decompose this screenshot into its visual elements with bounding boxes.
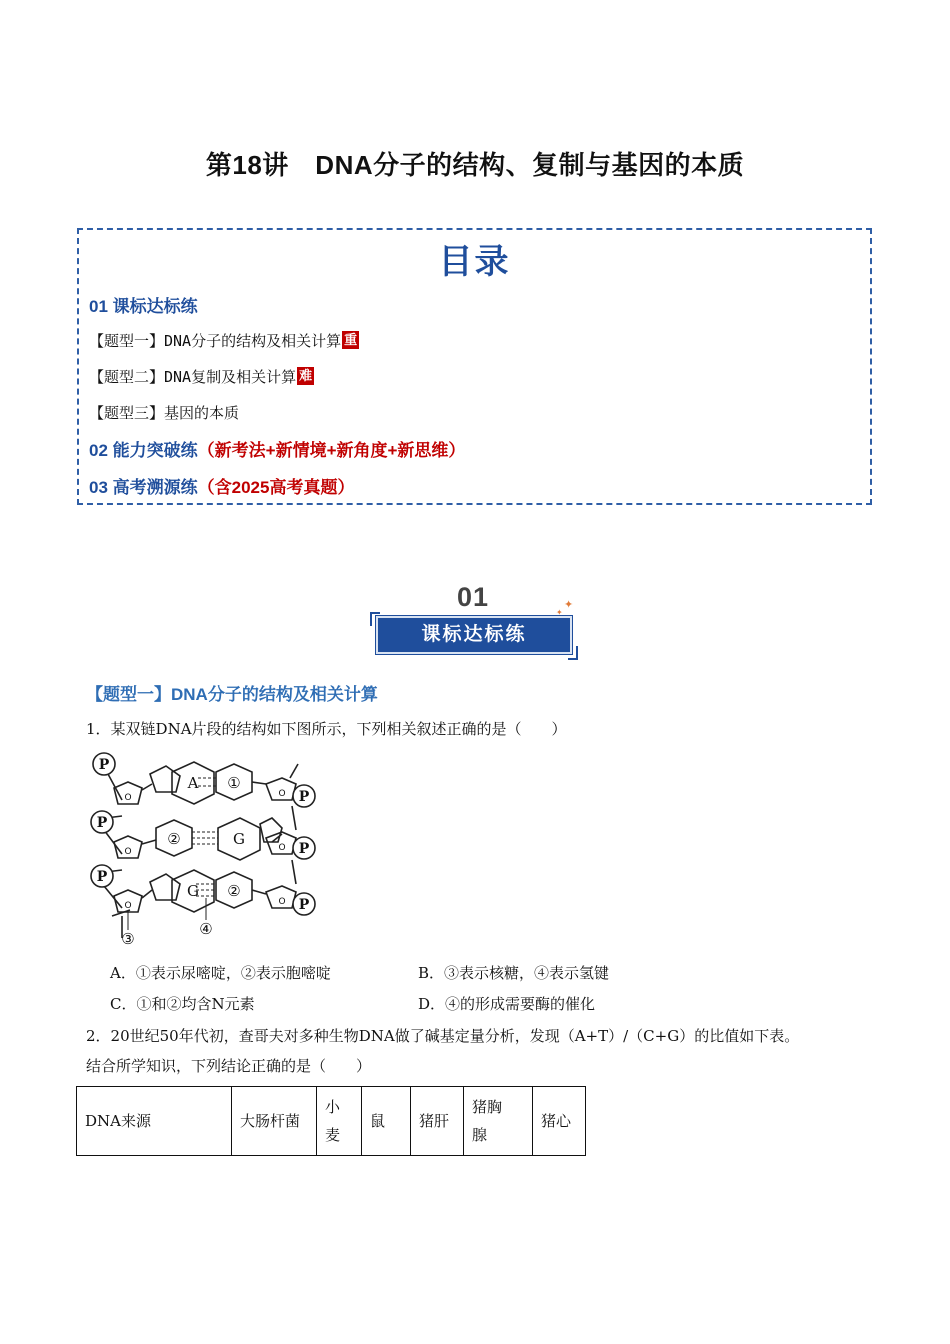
question-1-option-c[interactable]: C．①和②均含N元素 [110, 995, 255, 1013]
base-label-2: ② [167, 830, 181, 848]
svg-text:O: O [124, 901, 132, 911]
table-cell-text: 猪胸腺 [472, 1098, 503, 1144]
difficult-badge: 难 [299, 368, 313, 383]
toc-item-3-label: 【题型三】基因的本质 [89, 404, 240, 422]
question-2-stem-line-1: 2．20世纪50年代初，查哥夫对多种生物DNA做了碱基定量分析，发现（A+T）/（C+G）的比值如下表。 [86, 1027, 800, 1045]
base-label-g: G [233, 830, 245, 848]
table-cell: 猪心 [533, 1087, 586, 1156]
phosphate-label: P [98, 757, 110, 773]
section-label: 课标达标练 [421, 624, 527, 645]
toc-item-2[interactable] [89, 366, 314, 387]
phosphate-label: P [298, 897, 310, 913]
label-4: ④ [199, 920, 213, 938]
phosphate-label: P [298, 841, 310, 857]
base-label-g: G [187, 882, 199, 900]
table-of-contents [77, 228, 872, 505]
toc-section-3-note: （含2025高考真题） [197, 478, 355, 497]
svg-text:O: O [278, 843, 286, 853]
phosphate-label: P [298, 789, 310, 805]
table-cell: 大肠杆菌 [232, 1087, 317, 1156]
base-ratio-table [76, 1086, 586, 1156]
question-1-option-b[interactable]: B．③表示核糖，④表示氢键 [418, 964, 610, 982]
page-title: 第18讲 DNA分子的结构、复制与基因的本质 [205, 150, 745, 180]
table-cell-text: 小麦 [325, 1098, 341, 1144]
table-cell [317, 1087, 362, 1156]
question-type-heading: 【题型一】DNA分子的结构及相关计算 [86, 685, 378, 704]
section-banner [368, 582, 582, 662]
phosphate-label: P [96, 815, 108, 831]
question-1-stem: 1．某双链DNA片段的结构如下图所示，下列相关叙述正确的是（ ） [86, 720, 567, 738]
svg-text:O: O [278, 789, 286, 799]
phosphate-label: P [96, 869, 108, 885]
svg-text:O: O [278, 897, 286, 907]
table-cell [464, 1087, 533, 1156]
table-cell: DNA来源 [77, 1087, 232, 1156]
base-label-1: ① [227, 774, 241, 792]
toc-section-2[interactable] [89, 436, 465, 461]
base-label-2: ② [227, 882, 241, 900]
table-cell: 鼠 [362, 1087, 411, 1156]
toc-section-3-label: 03 高考溯源练 [89, 478, 198, 497]
toc-section-1[interactable]: 01 课标达标练 [89, 297, 198, 316]
toc-item-2-label: 【题型二】DNA复制及相关计算 [89, 368, 297, 386]
section-number: 01 [456, 582, 490, 612]
label-3: ③ [121, 930, 135, 948]
table-row [77, 1087, 586, 1156]
base-label-a: A [187, 774, 199, 792]
toc-item-3[interactable] [89, 402, 239, 423]
question-1-option-a[interactable]: A．①表示尿嘧啶，②表示胞嘧啶 [110, 964, 331, 982]
dna-structure-diagram [86, 748, 326, 948]
toc-heading: 目录 [438, 243, 511, 281]
sparkle-icon-small: ✦ [556, 608, 563, 617]
important-badge: 重 [344, 332, 358, 347]
toc-section-2-label: 02 能力突破练 [89, 441, 198, 460]
svg-text:O: O [124, 847, 132, 857]
question-1-option-d[interactable]: D．④的形成需要酶的催化 [418, 995, 596, 1013]
toc-item-1-label: 【题型一】DNA分子的结构及相关计算 [89, 332, 342, 350]
table-cell: 猪肝 [411, 1087, 464, 1156]
svg-text:O: O [124, 793, 132, 803]
toc-item-1[interactable] [89, 330, 359, 351]
question-2-stem-line-2: 结合所学知识，下列结论正确的是（ ） [86, 1057, 372, 1075]
sparkle-icon: ✦ [564, 598, 574, 611]
toc-section-2-note: （新考法+新情境+新角度+新思维） [197, 441, 466, 460]
toc-section-3[interactable] [89, 473, 354, 498]
